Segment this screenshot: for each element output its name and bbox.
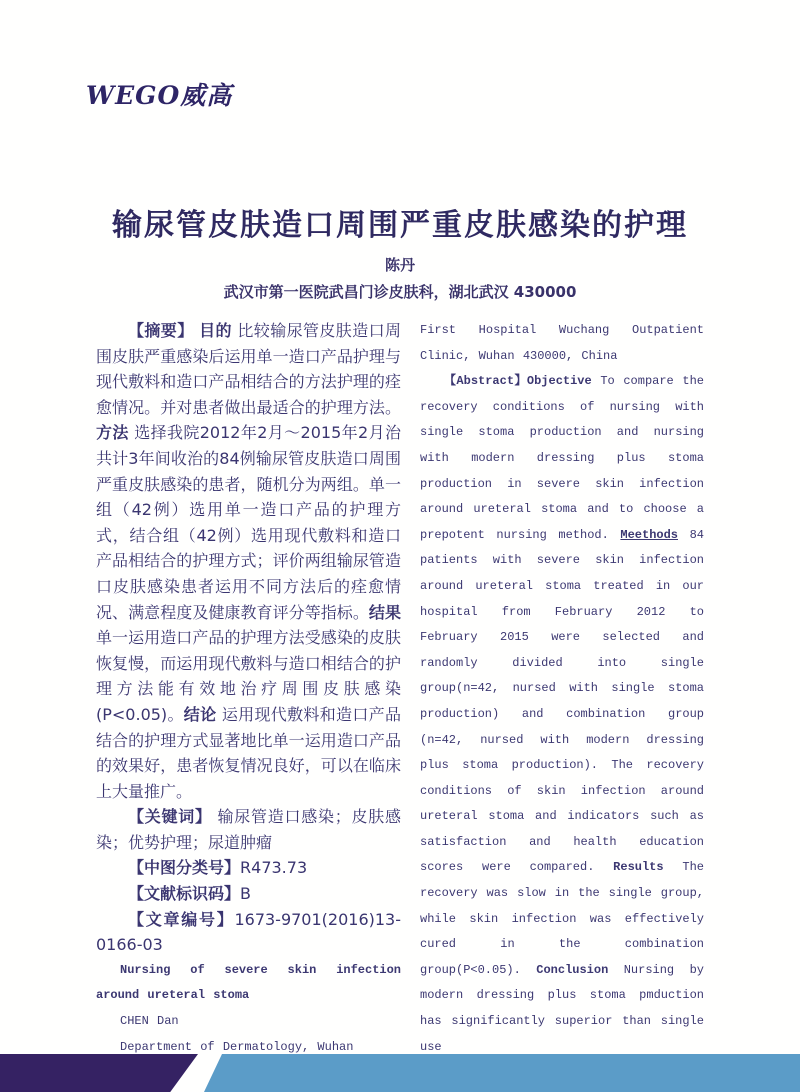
article-author: 陈丹 [384, 256, 415, 274]
abstract-english: 【Abstract】Objective To compare the recovery conditions of nursing with single stoma production and nursing with modern dressing plus stoma production in severe skin infection around ureteral stoma and to choose a prepotent nursing method. Meethods 84 patients with severe skin infection around ureteral stoma treated in our hospital from February 2012 to February 2015 were selected and randomly divided into single group(n=42, nursed with single stoma production) and combination group (n=42, nursed with modern dressing plus stoma production). The recovery conditions of skin infection around ureteral stoma and indicators such as satisfaction and health education scores were compared. Results The recovery was slow in the single group, while skin infection was effectively cured in the combination group(P<0.05). Conclusion Nursing by modern dressing plus stoma pmduction has significantly superior than single use [420, 374, 704, 1054]
article-affiliation: 武汉市第一医院武昌门诊皮肤科，湖北武汉 430000 [223, 283, 577, 301]
footer-bar-dark-segment [0, 1054, 198, 1092]
english-affiliation-part2: First Hospital Wuchang Outpatient Clinic, Wuhan 430000, China [420, 323, 704, 363]
article-number: 【文章编号】1673-9701(2016)13-0166-03 [96, 909, 401, 955]
document-code: 【文献标识码】B [128, 884, 251, 904]
english-title: Nursing of severe skin infection around ureteral stoma [96, 962, 401, 1003]
footer-bar-blue-segment [204, 1054, 800, 1092]
footer-decoration-bar [0, 1054, 800, 1092]
two-column-body [96, 318, 704, 1060]
clc-number: 【中图分类号】R473.73 [128, 858, 308, 878]
right-column [420, 318, 704, 1060]
left-column [96, 318, 401, 1060]
english-affiliation-part1: Department of Dermatology, Wuhan [120, 1039, 354, 1054]
keywords-chinese: 【关键词】 输尿管造口感染；皮肤感染；优势护理；尿道肿瘤 [96, 807, 401, 852]
wego-logo: WEGO威高 [86, 81, 233, 110]
english-author: CHEN Dan [120, 1014, 179, 1029]
article-title: 输尿管皮肤造口周围严重皮肤感染的护理 [112, 208, 688, 243]
abstract-chinese: 【摘要】 目的 比较输尿管皮肤造口周围皮肤严重感染后运用单一造口产品护理与现代敷料和造口产品相结合的方法护理的痊愈情况。并对患者做出最适合的护理方法。方法 选择我院2012年2月～2015年2月治共计3年间收治的84例输尿管皮肤造口周围严重皮肤感染的患者，随机分为两组。单一组（42例）选用单一造口产品的护理方式，结合组（42例）选用现代敷料和造口产品相结合的护理方式；评价两组输尿管造口皮肤感染患者运用不同方法后的痊愈情况、满意程度及健康教育评分等指标。结果 单一运用造口产品的护理方法受感染的皮肤恢复慢，而运用现代敷料与造口相结合的护理方法能有效地治疗周围皮肤感染(P<0.05)。结论 运用现代敷料和造口产品结合的护理方式显著地比单一运用造口产品的效果好，患者恢复情况良好，可以在临床上大量推广。 [96, 321, 401, 801]
